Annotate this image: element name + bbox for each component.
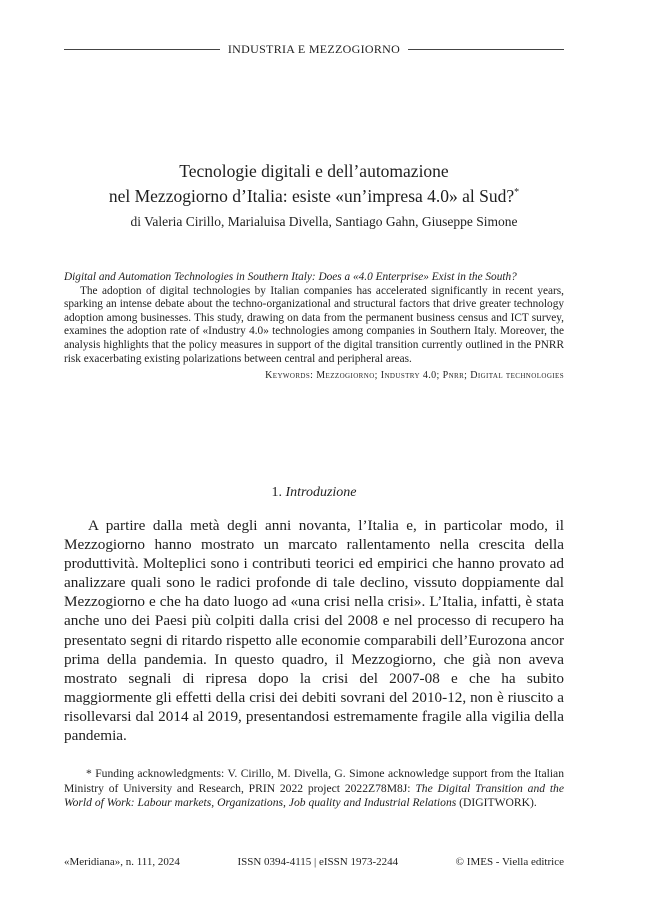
abstract	[64, 271, 564, 383]
footnote	[64, 767, 564, 811]
abstract-text: The adoption of digital technologies by Italian companies has accelerated significantly in recent years, sparking an intense debate about the techno-organizational and structural factors that drive greater technology adoption among businesses. This study, drawing on data from the permanent business census and ICT survey, examines the adoption rate of «Industry 4.0» technologies among companies in Southern Italy. Moreover, the analysis highlights that the policy measures in support of the digital transition currently outlined in the PNRR risk exacerbating existing polarizations between central and peripheral areas.	[64, 284, 564, 365]
section-heading	[64, 485, 564, 501]
article-title-line-1: Tecnologie digitali e dell’automazione	[179, 161, 449, 181]
article-title-line-2-text: nel Mezzogiorno d’Italia: esiste «un’impresa 4.0» al Sud?	[108, 185, 515, 206]
abstract-title: Digital and Automation Technologies in Southern Italy: Does a «4.0 Enterprise» Exist in the South?	[64, 271, 517, 283]
running-head-rule-right	[408, 49, 564, 50]
section-number: 1.	[271, 485, 282, 500]
article-header	[64, 160, 564, 231]
page-footer	[64, 856, 564, 868]
footer-journal: «Meridiana», n. 111, 2024	[64, 856, 180, 868]
footnote-tail: (DIGITWORK).	[456, 796, 537, 810]
body-paragraph: A partire dalla metà degli anni novanta, l’Italia e, in particolar modo, il Mezzogiorno hanno mostrato un marcato rallentamento nella crescita della produttività. Molteplici sono i contributi teorici ed empirici che hanno provato ad analizzare quali sono le radici profonde di tale declino, vissuto doppiamente dal Mezzogiorno e che ha dato luogo ad «una crisi nella crisi». L’Italia, infatti, è stata anche uno dei Paesi più colpiti dalla crisi del 2008 e nel processo di recupero ha presentato segni di ritardo rispetto alle economie comparabili dell’Eurozona ancor prima della pandemia. In questo quadro, il Mezzogiorno, che già non aveva mostrato segnali di ripresa dopo la crisi del 2007-08 e che ha subito maggiormente gli effetti della crisi dei debiti sovrani del 2010-12, non è riuscito a risollevarsi dal 2014 al 2019, presentandosi estremamente fragile alla vigilia della pandemia.	[64, 517, 564, 745]
title-footnote-mark[interactable]: *	[514, 187, 520, 198]
footnote-lead: * Funding acknowledgments: V. Cirillo, M. Divella, G. Simone acknowledge support from the Italian Ministry of University and Research, PRIN 2022 project 2022Z78M8J:	[64, 767, 564, 795]
article-authors: di Valeria Cirillo, Marialuisa Divella, Santiago Gahn, Giuseppe Simone	[130, 213, 518, 229]
footer-issn: ISSN 0394-4115 | eISSN 1973-2244	[237, 856, 399, 868]
keywords: Keywords: Mezzogiorno; Industry 4.0; Pnrr; Digital technologies	[265, 370, 564, 382]
section-title: Introduzione	[285, 485, 357, 500]
footnote-project-title: The Digital Transition and the World of Work: Labour markets, Organizations, Job quality and Industrial Relations	[64, 781, 564, 810]
article-title-line-2	[64, 182, 564, 207]
footer-publisher: © IMES - Viella editrice	[455, 856, 564, 868]
running-head-text: INDUSTRIA E MEZZOGIORNO	[227, 42, 401, 56]
running-head	[64, 42, 564, 57]
running-head-rule-left	[64, 49, 220, 50]
